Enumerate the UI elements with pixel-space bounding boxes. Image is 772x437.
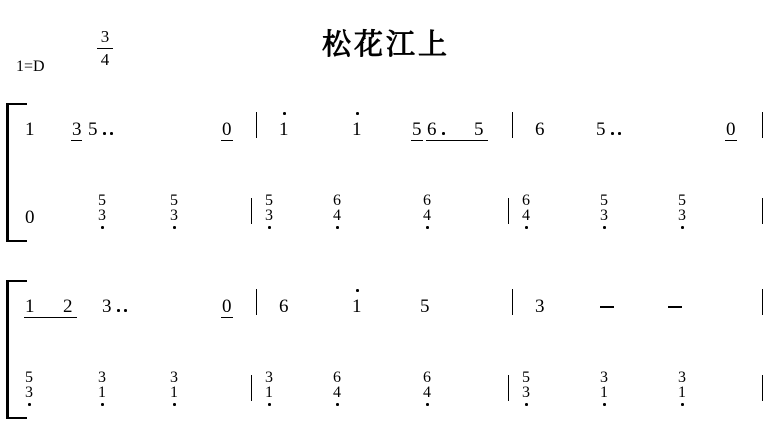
chord-top-note: 5 — [265, 192, 273, 209]
time-signature-divider — [97, 48, 113, 49]
chord-bottom-note: 3 — [265, 207, 273, 224]
barline — [512, 289, 513, 315]
accompaniment-chord — [262, 370, 276, 400]
octave-dot-below — [525, 226, 528, 229]
accompaniment-note: 0 — [25, 207, 35, 228]
octave-dot-above — [356, 289, 359, 292]
chord-bottom-note: 4 — [522, 207, 530, 224]
accompaniment-chord — [22, 370, 36, 400]
augmentation-dot — [103, 132, 106, 135]
chord-bottom-note: 1 — [600, 384, 608, 401]
augmentation-dot — [124, 309, 127, 312]
beam-line — [426, 140, 488, 141]
melody-note: 5 — [596, 119, 606, 140]
barline — [251, 198, 252, 224]
chord-top-note: 3 — [600, 369, 608, 386]
chord-bottom-note: 1 — [678, 384, 686, 401]
melody-note: 5 — [474, 119, 484, 140]
melody-note: 1 — [25, 296, 35, 317]
time-signature — [88, 28, 122, 68]
octave-dot-below — [336, 226, 339, 229]
melody-rest: 0 — [726, 119, 736, 140]
octave-dot-below — [268, 403, 271, 406]
octave-dot-below — [173, 226, 176, 229]
barline — [762, 112, 763, 138]
accompaniment-chord — [330, 193, 344, 223]
octave-dot-below — [681, 403, 684, 406]
melody-note: 1 — [352, 119, 362, 140]
barline — [512, 112, 513, 138]
melody-note: 1 — [352, 296, 362, 317]
chord-top-note: 3 — [265, 369, 273, 386]
chord-top-note: 5 — [678, 192, 686, 209]
accompaniment-chord — [519, 370, 533, 400]
chord-top-note: 5 — [25, 369, 33, 386]
chord-bottom-note: 3 — [98, 207, 106, 224]
accompaniment-chord — [95, 193, 109, 223]
octave-dot-below — [681, 226, 684, 229]
key-signature: 1=D — [16, 58, 45, 75]
barline — [762, 198, 763, 224]
beam-line — [411, 140, 423, 141]
chord-top-note: 3 — [678, 369, 686, 386]
chord-bottom-note: 3 — [678, 207, 686, 224]
melody-note: 6 — [279, 296, 289, 317]
accompaniment-chord — [330, 370, 344, 400]
accompaniment-chord — [420, 370, 434, 400]
chord-bottom-note: 1 — [170, 384, 178, 401]
melody-note: 3 — [72, 119, 82, 140]
chord-bottom-note: 1 — [98, 384, 106, 401]
augmentation-dot — [618, 132, 621, 135]
accompaniment-chord — [675, 193, 689, 223]
chord-bottom-note: 3 — [522, 384, 530, 401]
chord-bottom-note: 4 — [333, 384, 341, 401]
sustain-dash — [600, 306, 614, 308]
accompaniment-chord — [262, 193, 276, 223]
octave-dot-below — [173, 403, 176, 406]
octave-dot-below — [336, 403, 339, 406]
melody-note: 1 — [279, 119, 289, 140]
beam-line — [725, 140, 737, 141]
chord-top-note: 6 — [333, 192, 341, 209]
octave-dot-above — [356, 112, 359, 115]
augmentation-dot — [442, 132, 445, 135]
accompaniment-chord — [597, 193, 611, 223]
chord-top-note: 6 — [333, 369, 341, 386]
chord-bottom-note: 3 — [25, 384, 33, 401]
accompaniment-chord — [597, 370, 611, 400]
barline — [762, 289, 763, 315]
chord-top-note: 5 — [600, 192, 608, 209]
accompaniment-chord — [420, 193, 434, 223]
melody-note: 3 — [102, 296, 112, 317]
melody-rest: 0 — [222, 296, 232, 317]
barline — [762, 375, 763, 401]
chord-top-note: 3 — [98, 369, 106, 386]
chord-top-note: 6 — [522, 192, 530, 209]
octave-dot-below — [525, 403, 528, 406]
sustain-dash — [668, 306, 682, 308]
accompaniment-chord — [167, 193, 181, 223]
melody-note: 5 — [412, 119, 422, 140]
time-signature-numerator: 3 — [100, 27, 110, 46]
barline — [251, 375, 252, 401]
beam-line — [221, 140, 233, 141]
chord-top-note: 6 — [423, 192, 431, 209]
octave-dot-above — [283, 112, 286, 115]
octave-dot-below — [426, 403, 429, 406]
octave-dot-below — [101, 403, 104, 406]
time-signature-denominator: 4 — [100, 50, 110, 69]
barline — [508, 375, 509, 401]
system-1-brace — [6, 103, 27, 242]
augmentation-dot — [110, 132, 113, 135]
augmentation-dot — [117, 309, 120, 312]
barline — [256, 112, 257, 138]
chord-bottom-note: 4 — [423, 384, 431, 401]
melody-note: 5 — [420, 296, 430, 317]
chord-top-note: 3 — [170, 369, 178, 386]
melody-note: 6 — [427, 119, 437, 140]
melody-note: 6 — [535, 119, 545, 140]
augmentation-dot — [611, 132, 614, 135]
chord-bottom-note: 1 — [265, 384, 273, 401]
page-title: 松花江上 — [321, 27, 450, 61]
accompaniment-chord — [95, 370, 109, 400]
chord-bottom-note: 3 — [600, 207, 608, 224]
barline — [256, 289, 257, 315]
accompaniment-chord — [675, 370, 689, 400]
melody-note: 1 — [25, 119, 35, 140]
chord-bottom-note: 3 — [170, 207, 178, 224]
beam-line — [24, 317, 77, 318]
barline — [508, 198, 509, 224]
chord-top-note: 5 — [170, 192, 178, 209]
beam-line — [71, 140, 82, 141]
accompaniment-chord — [519, 193, 533, 223]
octave-dot-below — [426, 226, 429, 229]
octave-dot-below — [28, 403, 31, 406]
beam-line — [221, 317, 233, 318]
melody-rest: 0 — [222, 119, 232, 140]
melody-note: 2 — [63, 296, 73, 317]
octave-dot-below — [603, 226, 606, 229]
accompaniment-chord — [167, 370, 181, 400]
chord-top-note: 5 — [522, 369, 530, 386]
melody-note: 5 — [88, 119, 98, 140]
chord-bottom-note: 4 — [423, 207, 431, 224]
octave-dot-below — [603, 403, 606, 406]
melody-note: 3 — [535, 296, 545, 317]
octave-dot-below — [268, 226, 271, 229]
octave-dot-below — [101, 226, 104, 229]
chord-top-note: 6 — [423, 369, 431, 386]
chord-top-note: 5 — [98, 192, 106, 209]
chord-bottom-note: 4 — [333, 207, 341, 224]
